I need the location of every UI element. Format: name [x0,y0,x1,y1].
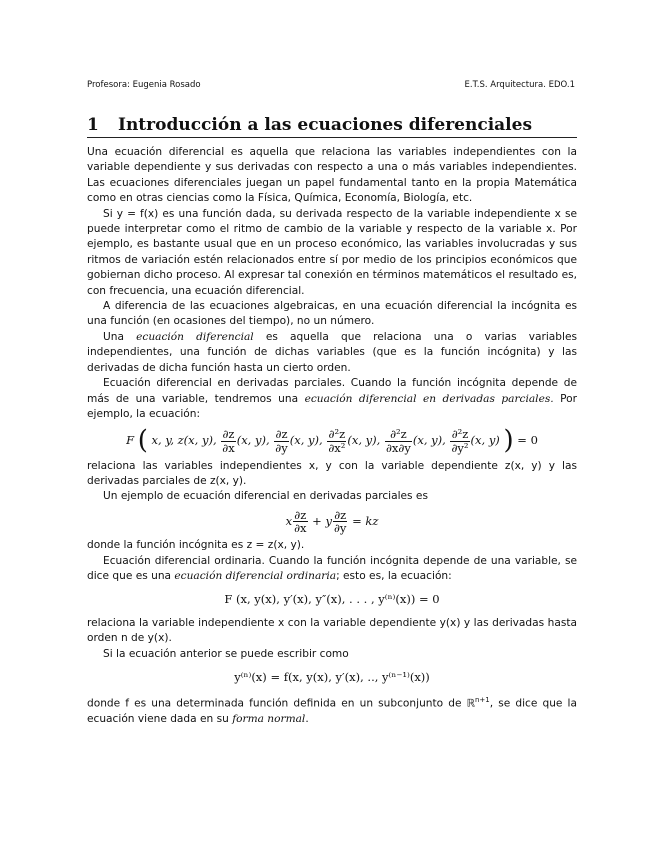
equation-pde-example: x $\frac{\partial z}{\partial x}$ + y $\frac{\partial z}{\partial y}$ = kz [285,507,379,536]
paragraph-definition: Una ecuación diferencial es aquella que relaciona las variables independientes con la variable dependiente y sus derivadas con respecto a una o más variables independientes. Las ecuaciones diferenciales juegan un papel fundamental tanto en la propia Matemática como en otras ciencias como la Física, Química, Economía, Biología, etc. [87,146,577,205]
header-author: Profesora: Eugenia Rosado [87,80,201,90]
paragraph-algebraic: A diferencia de las ecuaciones algebraicas, en una ecuación diferencial la incógnita es una función (en ocasiones del tiempo), no un número. [87,300,577,328]
paragraph-ode-relation: relaciona la variable independiente x con la variable dependiente y(x) y las derivadas hasta orden n de y(x). [87,616,577,645]
section-heading [87,115,577,138]
paragraph-pde-relation: relaciona las variables independientes x, y con la variable dependiente z(x, y) y las derivadas parciales de z(x, y). [87,459,577,487]
paragraph-ode: Ecuación diferencial ordinaria. Cuando la función incógnita depende de una variable, se dice que es una ecuación diferencial ordinaria; esto es, la ecuación: [87,554,577,582]
equation-pde-general: F ( x, y, z(x, y), $\frac{\partial z}{\partial x}$ (x, y), $\frac{\partial z}{\partial y}$ (x, y), $\frac{\text{∂²z}}{\text{∂x²}}$ (x, y), $\frac{\text{∂²z}}{\partial x\partial y}$ (x, y), $\frac{\text{∂²z}}{\text{∂y²}}$ (x, y) ) = 0 [126,425,538,456]
equation-ode-general: F (x, y(x), y′(x), y″(x), . . . , y⁽ⁿ⁾(x)) = 0 [224,592,440,607]
section-title: Introducción a las ecuaciones diferenciales [118,115,533,135]
page-header [87,80,575,94]
paragraph-pde-example-intro: Un ejemplo de ecuación diferencial en derivadas parciales es [103,490,428,503]
paragraph-normal-intro: Si la ecuación anterior se puede escribir como [103,647,349,660]
section-number: 1 [87,115,99,135]
header-course: E.T.S. Arquitectura. EDO.1 [464,80,575,90]
paragraph-unknown-function: donde la función incógnita es z = z(x, y). [87,539,305,552]
equation-ode-normal: y⁽ⁿ⁾(x) = f(x, y(x), y′(x), .., y⁽ⁿ⁻¹⁾(x)) [234,669,430,684]
paragraph-normal-form: donde f es una determinada función definida en un subconjunto de ℝ$^{n+1}$, se dice que la ecuación viene dada en su forma normal. [87,696,577,726]
paragraph-derivative: Si y = f(x) es una función dada, su derivada respecto de la variable independiente x se puede interpretar como el ritmo de cambio de la variable y respecto de la variable x. Por ejemplo, es bastante usual que en un proceso económico, las variables involucradas y sus ritmos de variación estén relacionados entre sí por medio de los principios económicos que gobiernan dicho proceso. Al expresar tal conexión en términos matemáticos el resultado es, con frecuencia, una ecuación diferencial. [87,207,577,297]
paragraph-ed-definition: Una ecuación diferencial es aquella que relaciona una o varias variables independientes, una función de dichas variables (que es la función incógnita) y las derivadas de dicha función hasta un cierto orden. [87,330,577,374]
body-text [87,145,577,728]
paragraph-pde: Ecuación diferencial en derivadas parciales. Cuando la función incógnita depende de más de una variable, tendremos una ecuación diferencial en derivadas parciales. Por ejemplo, la ecuación: [87,377,577,420]
